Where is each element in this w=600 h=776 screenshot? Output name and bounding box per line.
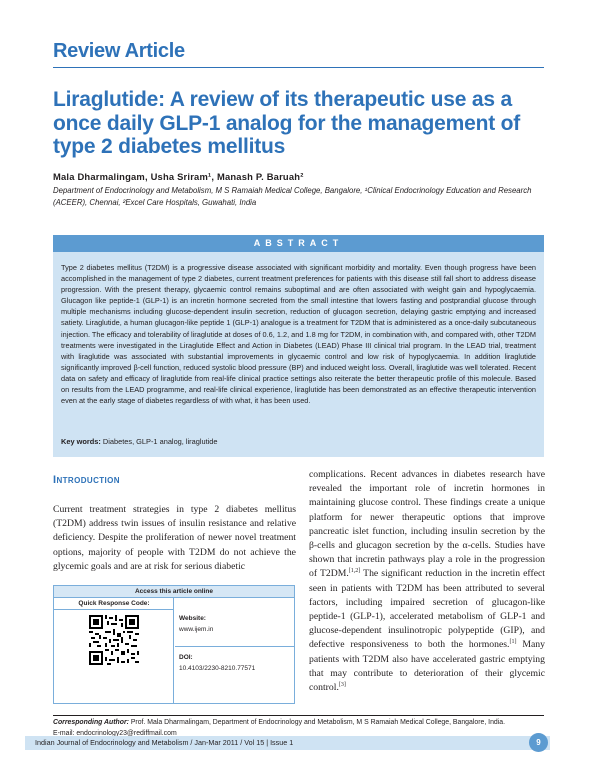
author-list: Mala Dharmalingam, Usha Sriram¹, Manash P. Baruah² xyxy=(53,171,304,182)
article-title: Liraglutide: A review of its therapeutic use as a once daily GLP-1 analog for the management of type 2 diabetes mellitus xyxy=(53,88,521,158)
qr-code-icon[interactable] xyxy=(89,615,139,665)
qr-panel xyxy=(54,598,174,703)
access-online-box xyxy=(53,585,295,704)
intro-paragraph-part-3: Many patients with T2DM also have accelerated gastric emptying that may contribute to deterioration of their glycemic control. xyxy=(309,639,545,694)
website-label: Website: xyxy=(179,615,206,622)
introduction-heading-text: Introduction xyxy=(53,474,120,486)
citation-ref[interactable]: [3] xyxy=(338,681,346,688)
correspondence-text: Prof. Mala Dharmalingam, Department of Endocrinology and Metabolism, M S Ramaiah Medical College, Bangalore, India. xyxy=(128,719,506,726)
journal-citation: Indian Journal of Endocrinology and Metabolism / Jan-Mar 2011 / Vol 15 | Issue 1 xyxy=(35,738,294,747)
doi-link[interactable]: 10.4103/2230-8210.77571 xyxy=(179,665,256,672)
citation-ref[interactable]: [1] xyxy=(509,639,517,646)
page-number: 9 xyxy=(529,733,548,752)
abstract-box xyxy=(53,235,544,457)
correspondence-rule xyxy=(53,715,544,716)
qr-label: Quick Response Code: xyxy=(54,598,174,610)
affiliation: Department of Endocrinology and Metabolism, M S Ramaiah Medical College, Bangalore, ¹Clinical Endocrinology Education and Research (ACEER), Chennai, ²Excel Care Hospitals, Guwahati, India xyxy=(53,186,532,207)
keywords xyxy=(61,437,536,446)
correspondence-email[interactable]: E-mail: endocrinology23@rediffmail.com xyxy=(53,729,177,737)
section-heading-introduction xyxy=(53,474,120,486)
intro-paragraph-part-1: complications. Recent advances in diabetes research have revealed the important role of incretin hormones in maintaining glucose control. These findings create a unique platform for newer therapeutic options that improve pancreatic islet function, including insulin secretion by the β-cells and glucagon secretion by the α-cells. Studies have shown that incretin pathways play a role in the progression of T2DM. xyxy=(309,469,545,580)
correspondence-line xyxy=(53,718,548,729)
citation-ref[interactable]: [1,2] xyxy=(348,568,361,575)
introduction-right-column xyxy=(309,468,545,695)
introduction-left-column: Current treatment strategies in type 2 diabetes mellitus (T2DM) address twin issues of insulin resistance and relative deficiency. Despite the proliferation of newer novel treatment options, majority of people with T2DM do not achieve the glycemic goals and are at risk for serious diabetic xyxy=(53,504,296,572)
doi-label: DOI: xyxy=(179,654,193,661)
article-type: Review Article xyxy=(53,40,185,62)
correspondence-label: Corresponding Author: xyxy=(53,719,129,726)
journal-footer xyxy=(25,736,550,750)
access-box-heading: Access this article online xyxy=(54,586,294,598)
article-type-rule xyxy=(53,67,544,68)
abstract-text: Type 2 diabetes mellitus (T2DM) is a progressive disease associated with significant morbidity and mortality. Even though progress have been accomplished in the management of type 2 diabetes, current treatment preferences for patients with this disease still fall short to address disease progression. With the present therapy, glycaemic control remains suboptimal and are often associated with weight gain and hypoglycaemia. Glucagon like peptide-1 (GLP-1) is an incretin hormone secreted from the small intestine that lowers fasting and postprandial glucose through multiple mechanisms including glucose-dependent insulin secretion, reduction of glucagon secretion, delaying gastric emptying and increased satiety. Liraglutide, a human glucagon-like peptide 1 (GLP-1) analogue is a treatment for T2DM that is administered as a once-daily subcutaneous injection. The efficacy and tolerability of liraglutide at doses of 0.6, 1.2, and 1.8 mg for T2DM, in combination with, and compared with, other T2DM treatments were investigated in the Liraglutide Effect and Action in Diabetes (LEAD) Phase III clinical trial program. In the LEAD trial, treatment with liraglutide was associated with substantial improvements in glycaemic control and low risk of hypoglycaemia. In addition liraglutide significantly improved β-cell function, reduced systolic blood pressure (BP) and induced weight loss. Overall, liraglutide was well tolerated. Recent data on safety and efficacy of liraglutide from real-life clinical practice settings also reiterate the better therapeutic profile of this molecule. Based on results from the LEAD programme, and real-life clinical experience, liraglutide has been demonstrated as an effective therapeutic intervention even at the early stage of diabetes regardless of with what, it has been used. xyxy=(61,263,536,406)
intro-paragraph-part-2: The significant reduction in the incretin effect seen in patients with T2DM has been attributed to several factors, including impaired secretion of glucagon-like peptide-1 (GLP-1), accelerated metabolism of GLP-1 and glucose-dependent insulinotropic polypeptide (GIP), and defective responsiveness to both the hormones. xyxy=(309,568,545,651)
access-info-panel xyxy=(175,598,294,703)
keywords-value: Diabetes, GLP-1 analog, liraglutide xyxy=(102,437,218,446)
website-link[interactable]: www.ijem.in xyxy=(179,626,214,633)
abstract-heading: ABSTRACT xyxy=(53,235,544,252)
doi-divider xyxy=(175,646,294,647)
keywords-label: Key words: xyxy=(61,437,101,446)
